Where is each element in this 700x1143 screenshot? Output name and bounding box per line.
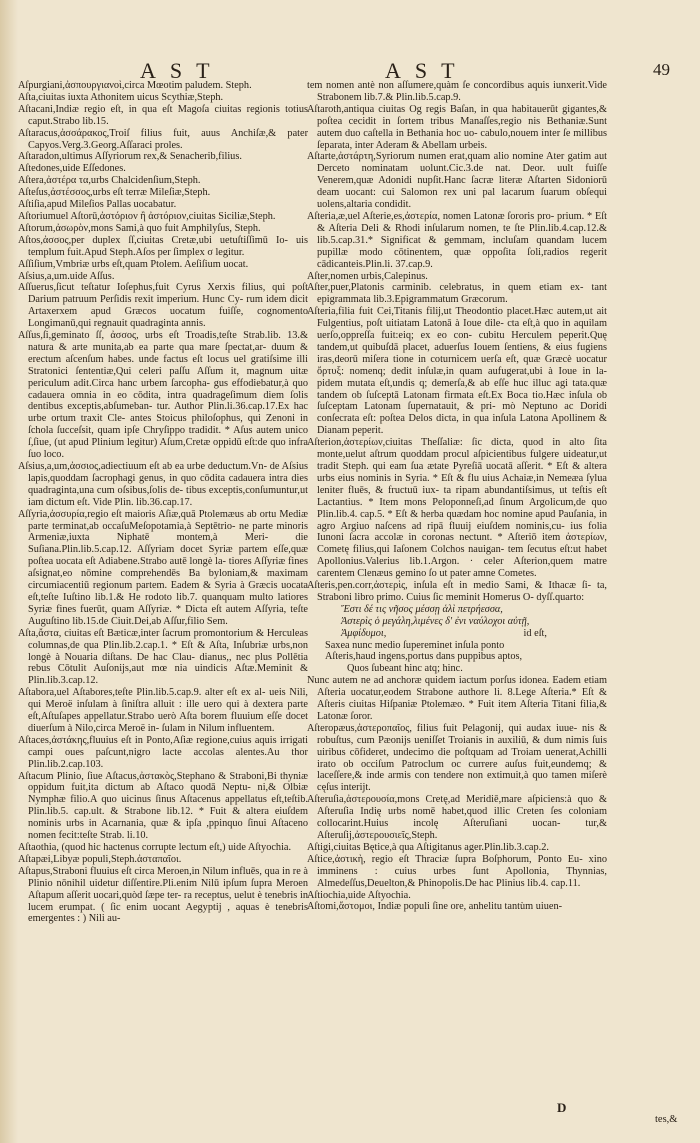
right-column	[307, 80, 607, 913]
verse-line-latin: Quos ſubeant hinc atq; hinc.	[347, 663, 463, 675]
entry: tem nomen antè non aſſumere,quàm ſe concordibus aquis iunxerit.Vide Strabonem lib.7.& Plin.lib.5.cap.9.	[307, 80, 607, 103]
left-column	[18, 80, 308, 925]
entry: Aſterion,ἀστερίων,ciuitas Theſſaliæ: ſic dicta, quod in alto ſita monte,uelut aſtrum quoddam procul aſpicientibus fulgere uideatur,ut tradit Steph. qui eam ſua ætate Pyreſiā uocatā aſſerit. * Eſt & altera urbs eius nominis in Syria. * Eſt & flu uius Achaiæ,in Nemeæa ſylua leniter fluēs, & fructuū iux- ta ripam abundantiſsimus, ut teſtis eſt Lactantius. * Item mons Peloponneſi,ad ſinum Argolicum,de quo Plin.lib.4. cap.5. * Eſt & herba quædam hoc nomine apud Pauſania, in agro Argiuo naſcens ad ripā fluuij eiuſdem nominis,cu- ius folia Iunoni ſacra accolæ in coronas nectunt. * Aſteriō item ἀστερίων, Cometę filius,qui Iaſonem Colchos nauigan- tem ſecutus eſt:ut habet Apollonius.Valerius lib.1.Argon. · celer Aſterion,quem matre carentem Clenæus gemino ſo ut pater amne Cometes.	[307, 437, 607, 580]
entry: Aſtacani,Indiæ regio eſt, in qua eſt Magoſa ciuitas regionis totius caput.Strabo lib.15.	[18, 103, 308, 127]
entry: Aſtaradon,ultimus Aſſyriorum rex,& Senacherib,filius.	[18, 151, 242, 163]
entry: Aſsius,a,um.uide Aſſus.	[18, 270, 115, 282]
entry: Aſtiſia,apud Mileſios Pallas uocabatur.	[18, 199, 177, 211]
entry: Aſtoriumuel Aſtorū,ἀστόριον ἢ ἀστόριον,ciuitas Siciliæ,Steph.	[18, 210, 276, 222]
entry: Aſteropæus,ἀστεροπαῖος, filius fuit Pelagonij, qui audax iuue- nis & robuſtus, cum Pæonijs ueniſſet Troianis in auxiliū, & dum nimis ſuis uiribus cōfideret, undecimo die poſtquam ad Troiam uenerat,Achilli irato ob occiſum Patroclum oc currere auſus fuit,eundemq; & laceſſere,& inde armis con tendere non extimuit,à quo tamen miſerè cęſus interijt.	[307, 722, 607, 794]
entry: Aſpurgiani,ἀσπουργιανοὶ,circa Mœotim paludem. Steph.	[18, 80, 252, 91]
entry: Aſtaces,ἀστάκης,fluuius eſt in Ponto,Aſiæ regione,cuius aquis irrigati campi oues paſcunt,nigro lacte accolas alentes.Au thor Plin.lib.2.cap.103.	[18, 734, 308, 770]
entry: Aſtorum,ἀσωρὸν,mons Sami,à quo fuit Amphilyſus, Steph.	[18, 222, 261, 234]
entry: Aſſuerus,ſicut teſtatur Ioſephus,fuit Cyrus Xerxis filius, qui poſt Darium patruum Perſidis rexit imperium. Hunc Cy- rum idem dicit Artaxerxem apud Græcos uocatum fuiſſe, cognomento Longimanū,qui regnauit quadraginta annis.	[18, 282, 308, 330]
entry: Aſtaracus,ἀσσάρακος,Troiſ filius fuit, auus Anchiſæ,& pater Capyos.Verg.3.Georg.Aſſaraci proles.	[18, 127, 308, 151]
entry: Aſtapæi,Libyæ populi,Steph.ἀσταπαῖοι.	[18, 853, 182, 865]
verse-line-latin: Aſteris,haud ingens,portus dans puppibus aptos,	[325, 651, 523, 663]
entry: Aſter,puer,Platonis carminib. celebratus, in quem etiam ex- tant epigrammata lib.3.Epigrammatum Græcorum.	[307, 282, 607, 306]
entry: Aſtos,ἀσσος,per duplex ſſ,ciuitas Cretæ,ubi uetuſtiſſimū Io- uis templum fuit.Apud Steph.Aſos per ſimplex σ legitur.	[18, 234, 308, 258]
entry: Aſteſus,ἀστέσσος,urbs eſt terræ Mileſiæ,Steph.	[18, 187, 211, 199]
entry: Aſtigi,ciuitas Bętice,à qua Aſtigitanus ager.Plin.lib.3.cap.2.	[307, 841, 549, 853]
entry: Aſteruſia,ἀστερουσία,mons Cretę,ad Meridiē,mare aſpiciens:à quo & Aſteruſia Indię urbs nomē habet,quod illic Creten ſes coloniam collocarint.Huius incolę Aſteruſiani uocan- tur,& Aſteruſij,ἀστερουσιεῖς,Steph.	[307, 794, 607, 841]
running-head-right: AST	[385, 58, 469, 83]
verse-line-latin: Saxea nunc medio ſupereminet inſula ponto	[325, 639, 505, 651]
entry: Aſſyria,ἀσσυρία,regio eſt maioris Aſiæ,quā Ptolemæus ab ortu Mediæ parte terminat,ab occaſuMeſopotamia,à Septētrio- ne parte minoris Armeniæ,iuxta Niphatē montem,à Meri- die Suſiana.Plin.lib.5.cap.12. Aſſyriam docet Syriæ partem eſſe,quæ poſtea uocata eſt Adiabene.Strabo autē longè la- tiores Aſſyriæ fines aſsignat,eo nōmine comprehendēs Ba byloniam,& maximam circumiacentiū regionum partem. Eadem & Syria à Græcis uocata eſt,teſte Iuſtino lib.1.& He rodoto lib.7. quanquam multo latiores Syriæ fines fuerūt, quam Aſſyriæ. * Dicta eſt autem Aſſyria, teſte Auguſtino lib.15.de Ciuit.Dei,ab Aſſur,filio Sem.	[18, 508, 308, 627]
entry: Aſteris,pen.corr,ἀστερὶς, inſula eſt in medio Sami, & Ithacæ ſi- ta, Straboni libro primo. Cuius ſic meminit Homerus O- dyſſ.quarto:	[307, 580, 607, 603]
entry: Aſtacum Plinio, ſiue Aſtacus,ἀστακὸς,Stephano & Straboni,Bi thyniæ oppidum fuit,ita dictum ab Aſtaco quodā Neptu- ni,& Olbiæ Nymphæ filio.A quo uicinus ſinus Aſtacenus appellatus eſt,teſtib. Plin.lib.5. cap.ult. & Strabone lib.12. * Fuit & altera eiuſdem nominis urbs in Acarnania, quæ & ipſa ,ppinquo ſinui Aſtaceno nomen fecit:teſte Strab. li.10.	[18, 770, 308, 842]
entry: Aſta,ciuitas iuxta Athonitem uicus Scythiæ,Steph.	[18, 91, 224, 103]
verse-id-est: id eſt,	[523, 627, 547, 639]
catchword: tes,&	[655, 1114, 678, 1125]
page-number: 49	[653, 60, 670, 79]
entry: Aſtapus,Straboni fluuius eſt circa Meroen,in Nilum influēs, qua in re à Plinio nōnihil uidetur diſſentire.Pli.enim Nilū ipſum ſupra Meroen Aſtapum aſſerit uocari,quòd ſæpe ter- ra receptus, uelut è tenebris in lucem erumpat. ( ſic enim uocant Aegyptij , aquas è tenebris emergentes : ) Nili au-	[18, 865, 308, 925]
entry: Aſta,ἄστα, ciuitas eſt Bæticæ,inter ſacrum promontorium & Herculeas columnas,de qua Plin.lib.2.cap.1. * Eſt & Aſta, Inſubriæ urbs,non longè à Nouaria diſtans. De hac Clau- dianus,, nec plus Pollētia rebus Cōtulit Auſonijs,aut mœ nia uindicis Aſtæ.Meminit & Plin.lib.3.cap.12.	[18, 627, 308, 687]
entry: Aſtice,ἀστικὴ, regio eſt Thraciæ ſupra Boſphorum, Ponto Eu- xino imminens : cuius urbes ſunt Apollonia, Thynnias, Almedeſſus,Deuelton,& Phinopolis.De hac Plinius lib.4. cap.11.	[307, 853, 607, 889]
entry: Aſtaothia, (quod hic hactenus corrupte lectum eſt,) uide Aſtyochia.	[18, 842, 292, 853]
entry: Aſtabora,uel Aſtabores,teſte Plin.lib.5.cap.9. alter eſt ex al- ueis Nili, qui Meroë inſulam à ſiniſtra alluit : ille uero qui à dextera parte eſt,Aſtuſapes appellatur.Strabo uerò Aſta borem fluuium eſſe docet diuerſum à Nilo,circa Meroë in- ſulam in Nilum influentem.	[18, 687, 308, 734]
entry: Aſtarte,ἀστάρτη,Syriorum numen erat,quam alio nomine Ater gatim aut Derceto nominatam uolunt.Cic.3.de nat. Deor. uult fuiſſe Venerem,quæ Adonidi nupſit.Hanc ſacræ literæ Aſtarten Sidoniorū deam uocant: cui Salomon rex uni pal lacarum ſuarum obſequi uolens,altaria condidit.	[307, 151, 607, 211]
entry: Aſtera,ἀστέρα τα,urbs Chalcidenſium,Steph.	[18, 175, 201, 187]
entry: Aſtedones,uide Eſſedones.	[18, 163, 126, 175]
entry: Aſsius,a,um,ἀσσιος,adiectiuum eſt ab ea urbe deductum.Vn- de Aſsius lapis,quoddam ſacrophagi genus, in quo cōdita cadauera intra dies quadraginta,una cum oſsibus,ſolis de- tibus exceptis,conſumuntur,ut iam dictum eſt. Vide Plin. lib.36.cap.17.	[18, 461, 308, 508]
entry: Aſſus,ſi,geminato ſſ, ἀσσος, urbs eſt Troadis,teſte Strab.lib. 13.& natura & arte munita,ab ea parte qua mare ſpectat,ar- duum & erectum aſcenſum habes. unde factus eſt locus uel gratiſsime illi Stratonici ſententiæ,Qui celeri paſſu Aſſum it, magnum uitæ periculum adit.Circa hanc urbem ſarcopha- gus effodiebatur,à quo cadauera omnia in eo cōdita, intra quadrageſimum diem ſolis dentibus exceptis,abſumeban- tur. Author Plin.li.36.cap.17.Ex hac urbe ortum traxit Cle- antes Stoicus philoſophus, qui Zenoni in ſchola ſucceſsit, quam ipſe Chryſippo tradidit. * Aſus autem unico ſ,ſiue, (ut apud Plinium legitur) Aſum,Cretæ oppidū eſt:de quo infra ſuo loco.	[18, 330, 308, 461]
entry: Aſtiochia,uide Aſtyochia.	[307, 889, 411, 901]
entry: Aſtomi,ἄστομοι, Indiæ populi ſine ore, anhelitu tantùm uiuen-	[307, 901, 563, 913]
entry: Nunc autem ne ad anchoræ quidem iactum porſus idonea. Eadem etiam Aſteria uocatur,eodem Strabone authore li. 8.Lege Aſteria.* Eſt & Aſteris ciuitas Hiſpaniæ Ptolemæo. * Fuit item Aſteria Titani filia,& Latonæ ſoror.	[307, 675, 607, 722]
entry: Aſtaroth,antiqua ciuitas Og regis Baſan, in qua habitauerūt gigantes,& poſtea cecidit in ſortem tribus Manaſſes,regio nis Bethaniæ.Sunt autem duo caſtella in Bethania hoc uo- cabulo,nouem inter ſe millibus ſeparata, inter Aderam & Abellam urbeis.	[307, 103, 607, 151]
verse-line-greek: Ἀμφίδυμοι,	[341, 627, 387, 639]
verse-line-greek: Ἀστερὶς ὁ μεγάλη,λιμένες δ' ἐνι ναύλοχοι αὐτῇ,	[341, 615, 530, 627]
entry: Aſteria,filia fuit Cei,Titanis filij,ut Theodontio placet.Hæc autem,ut ait Fulgentius, poſt uitiatam Latonā à Ioue dile- cta eſt,à quo in aquilam uerſo,oppreſſa fuit:eiq; ex eo con- cubitu Herculem peperit.Quę tandem,ut quibuſdā placet, aduerſus Iouem ſentiens, & eius fugiens iras,deorū miſera tione in coturnicem uerſa eſt, quæ Græcè uocatur ὄρτυξ: nomenq; dedit inſulæ,in quam aufugerat,ubi à Ioue in la- pidem mutata eſt,undis q; demerſa,& ab eſſe huc illuc agi tata.quæ tandem ob ſuſceptā Latonam firmata eſt.Ex Boca tio.Hæc inſula ob ſuſceptam Latonam ſupernatauit, & pri- mò Neptuno ac Doridi conſecrata eſt: poſtea Delos dicta, in qua inſula Latona Apollinem & Dianam peperit.	[307, 306, 607, 437]
entry: Aſter,nomen urbis,Calepinus.	[307, 270, 428, 282]
entry: Aſſiſium,Vmbriæ urbs eſt,quam Ptolem. Aeſiſium uocat.	[18, 258, 249, 270]
entry: Aſteria,æ,uel Aſterie,es,ἀστερία, nomen Latonæ ſororis pro- prium. * Eſt & Aſteria Deli & Rhodi inſularum nomen, te ſte Plin.lib.4.cap.12.& lib.5.cap.31.* Significat & gemmam, incluſam quandam lucem pupillæ modo cōtinentem, quæ oppoſita ſoli,radios regerit cādicanteis.Plin.li. 37.cap.9.	[307, 210, 607, 270]
signature-mark: D	[557, 1100, 567, 1115]
verse-line-greek: Ἔστι δέ τις νῆσος μέσσῃ ἁλὶ πετρήεσσα,	[341, 603, 503, 615]
running-head-left: AST	[140, 58, 224, 83]
